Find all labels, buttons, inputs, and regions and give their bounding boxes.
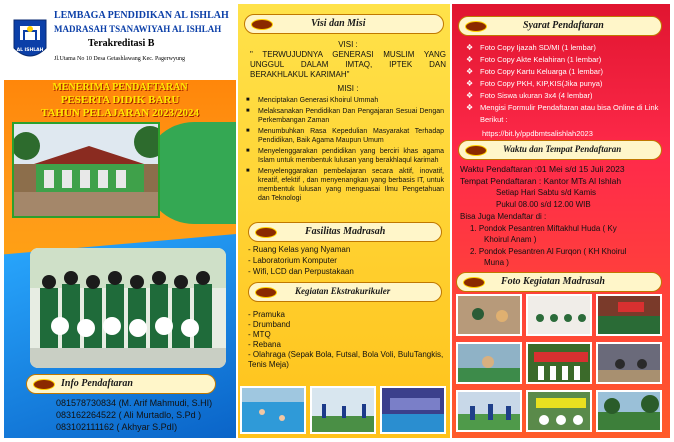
alt-location-1: 1. Pondok Pesantren Miftakhul Huda ( Ky xyxy=(470,224,617,233)
oval-bullet-icon xyxy=(251,19,273,30)
visi-label: VISI : xyxy=(338,40,358,49)
syarat-item: ❖ Foto Copy Akte Kelahiran (1 lembar) xyxy=(466,54,666,66)
tempat-hours: Pukul 08.00 s/d 12.00 WIB xyxy=(496,200,591,209)
svg-text:AL ISHLAH: AL ISHLAH xyxy=(16,48,44,53)
left-panel xyxy=(4,4,236,438)
sports-field-photo xyxy=(310,386,376,434)
eks-item: - Pramuka xyxy=(248,310,285,319)
oval-bullet-icon xyxy=(465,145,487,156)
activity-photo-7 xyxy=(456,390,522,432)
misi-list xyxy=(244,96,444,205)
misi-label: MISI : xyxy=(337,84,359,93)
promo-line-3: TAHUN PELAJARAN 2023/2024 xyxy=(40,107,200,119)
waktu-header xyxy=(458,140,662,160)
oval-bullet-icon xyxy=(255,227,277,238)
middle-panel xyxy=(238,4,450,438)
oval-bullet-icon xyxy=(33,379,55,390)
fasilitas-item: - Laboratorium Komputer xyxy=(248,256,337,265)
syarat-title: Syarat Pendaftaran xyxy=(523,20,604,31)
activity-photo-9 xyxy=(596,390,662,432)
syarat-item: ❖ Foto Siswa ukuran 3x4 (4 lembar) xyxy=(466,90,666,102)
juga-line: Bisa Juga Mendaftar di : xyxy=(460,212,547,221)
tempat-line: Tempat Pendaftaran : Kantor MTs Al Ishlah xyxy=(460,176,622,186)
indoor-activity-photo xyxy=(380,386,446,434)
right-panel xyxy=(452,4,670,438)
accreditation: Terakreditasi B xyxy=(88,38,155,49)
foto-title: Foto Kegiatan Madrasah xyxy=(501,276,605,287)
contact-1: 081578730834 (M. Arif Mahmudi, S.HI) xyxy=(56,398,213,408)
activity-photo-5 xyxy=(526,342,592,384)
syarat-header xyxy=(458,16,662,36)
alt-location-2: 2. Pondok Pesantren Al Furqon ( KH Khoirul xyxy=(470,247,627,256)
fasilitas-item: - Wifi, LCD dan Perpustakaan xyxy=(248,267,354,276)
activity-photo-3 xyxy=(596,294,662,336)
students-group-photo xyxy=(30,248,226,368)
syarat-item: ❖ Foto Copy Ijazah SD/MI (1 lembar) xyxy=(466,42,666,54)
info-pendaftaran-header xyxy=(26,374,216,394)
oval-bullet-icon xyxy=(463,277,485,288)
visi-misi-header xyxy=(244,14,444,34)
madrasah-name: MADRASAH TSANAWIYAH AL ISHLAH xyxy=(54,24,222,34)
fasilitas-title: Fasilitas Madrasah xyxy=(305,226,386,237)
misi-item: ■ Menyelenggarakan pendidikan yang berciri khas agama Islam untuk membentuk lulusan yang berakhlaqul karimah xyxy=(244,147,444,165)
syarat-list xyxy=(466,42,666,126)
waktu-line: Waktu Pendaftaran :01 Mei s/d 15 Juli 2023 xyxy=(460,164,625,174)
activity-photo-1 xyxy=(456,294,522,336)
waktu-title: Waktu dan Tempat Pendaftaran xyxy=(503,144,622,154)
misi-item: ■ Menumbuhkan Rasa Kepedulian Masyarakat Terhadap Pendidikan, Baik Agama Maupun Umum xyxy=(244,127,444,145)
eks-item: - Olahraga (Sepak Bola, Futsal, Bola Voli, BuluTangkis, Tenis Meja) xyxy=(248,350,444,369)
activity-photo-4 xyxy=(456,342,522,384)
school-building-photo xyxy=(12,122,160,218)
school-header xyxy=(4,4,236,80)
fasilitas-item: - Ruang Kelas yang Nyaman xyxy=(248,245,351,254)
syarat-item: ❖ Mengisi Formulir Pendaftaran atau bisa Online di Link Berikut : xyxy=(466,102,666,126)
eks-item: - Drumband xyxy=(248,320,291,329)
misi-item: ■ Menciptakan Generasi Khoirul Ummah xyxy=(244,96,444,105)
ekstrakurikuler-header xyxy=(248,282,442,302)
fasilitas-list xyxy=(248,244,444,277)
fasilitas-header xyxy=(248,222,442,242)
school-emblem-icon xyxy=(12,18,48,64)
eks-item: - MTQ xyxy=(248,330,271,339)
alt-location-2-cont: Muna ) xyxy=(484,258,509,267)
syarat-item: ❖ Foto Copy Kartu Keluarga (1 lembar) xyxy=(466,66,666,78)
oval-bullet-icon xyxy=(465,21,487,32)
alt-location-1-cont: Khoirul Anam ) xyxy=(484,235,537,244)
contact-3: 083102111162 ( Akhyar S.PdI) xyxy=(56,422,178,432)
tempat-schedule: Setiap Hari Sabtu s/d Kamis xyxy=(496,188,597,197)
info-title: Info Pendaftaran xyxy=(61,378,133,389)
activity-photo-2 xyxy=(526,294,592,336)
oval-bullet-icon xyxy=(255,287,277,298)
address: Jl.Utama No 10 Desa Getashlawang Kec. Pagerwyung xyxy=(54,56,185,62)
swimming-activity-photo xyxy=(240,386,306,434)
activity-photo-8 xyxy=(526,390,592,432)
promo-line-2: PESERTA DIDIK BARU xyxy=(60,94,180,106)
misi-item: ■ Melaksanakan Pendidikan Dan Pengajaran Sesuai Dengan Perkembangan Zaman xyxy=(244,107,444,125)
eks-item: - Rebana xyxy=(248,340,281,349)
institution-name: LEMBAGA PENDIDIKAN AL ISHLAH xyxy=(54,10,229,21)
registration-link[interactable]: https://bit.ly/ppdbmtsalishlah2023 xyxy=(482,129,593,138)
syarat-item: ❖ Foto Copy PKH, KIP,KIS(Jika punya) xyxy=(466,78,666,90)
ekstrakurikuler-list xyxy=(248,310,444,370)
contact-2: 083162264522 ( Ali Murtadlo, S.Pd ) xyxy=(56,410,202,420)
visi-text: " TERWUJUDNYA GENERASI MUSLIM YANG UNGGUL DALAM IMTAQ, IPTEK DAN BERAKHLAKUL KARIMAH" xyxy=(250,50,446,79)
misi-item: ■ Menyelenggarakan pembelajaran secara aktif, inovatif, kreatif, efektif , dan menyenangkan yang berbasis IT, untuk membentuk lulusan yang menguasai Ilmu Pengetahuan dan Teknologi xyxy=(244,167,444,203)
foto-kegiatan-header xyxy=(456,272,662,292)
visi-title: Visi dan Misi xyxy=(311,18,366,29)
promo-line-1: MENERIMA PENDAFTARAN xyxy=(52,82,188,93)
ekstrakurikuler-title: Kegiatan Ekstrakurikuler xyxy=(295,286,391,296)
activity-photo-6 xyxy=(596,342,662,384)
